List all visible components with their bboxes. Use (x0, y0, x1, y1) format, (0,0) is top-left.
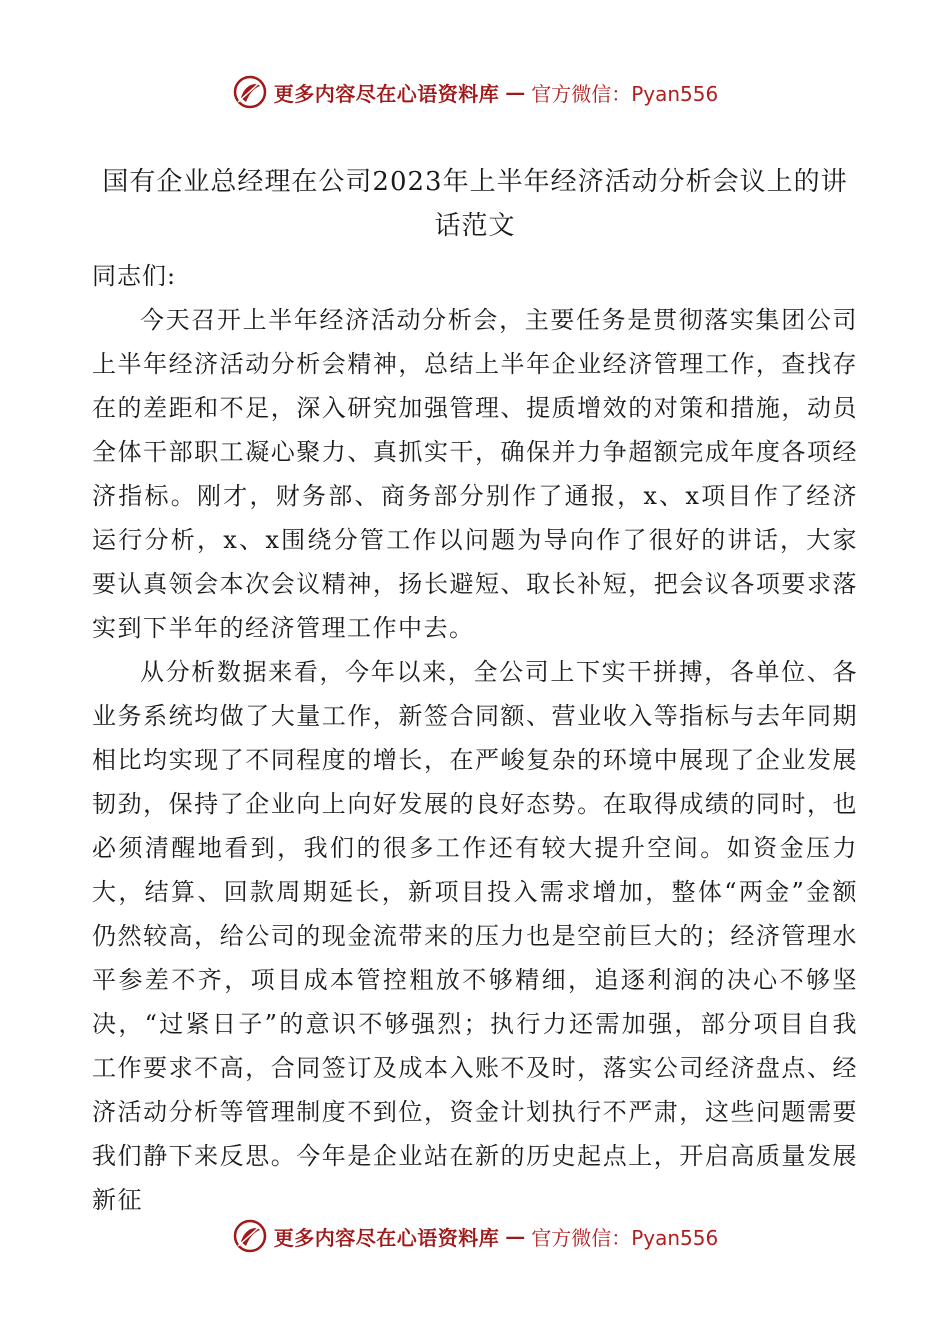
document-body (92, 298, 858, 1222)
paragraph: 从分析数据来看，今年以来，全公司上下实干拼搏，各单位、各业务系统均做了大量工作，新签合同额、营业收入等指标与去年同期相比均实现了不同程度的增长，在严峻复杂的环境中展现了企业发展韧劲，保持了企业向上向好发展的良好态势。在取得成绩的同时，也必须清醒地看到，我们的很多工作还有较大提升空间。如资金压力大，结算、回款周期延长，新项目投入需求增加，整体“两金”金额仍然较高，给公司的现金流带来的压力也是空前巨大的；经济管理水平参差不齐，项目成本管控粗放不够精细，追逐利润的决心不够坚决，“过紧日子”的意识不够强烈；执行力还需加强，部分项目自我工作要求不高，合同签订及成本入账不及时，落实公司经济盘点、经济活动分析等管理制度不到位，资金计划执行不严肃，这些问题需要我们静下来反思。今年是企业站在新的历史起点上，开启高质量发展新征 (92, 658, 858, 1214)
watermark-text: 更多内容尽在心语资料库 (273, 81, 500, 106)
watermark-separator: — (505, 80, 526, 104)
watermark-text: 更多内容尽在心语资料库 (273, 1225, 500, 1250)
watermark-separator: — (505, 1224, 526, 1248)
paragraph: 今天召开上半年经济活动分析会，主要任务是贯彻落实集团公司上半年经济活动分析会精神，总结上半年企业经济管理工作，查找存在的差距和不足，深入研究加强管理、提质增效的对策和措施，动员全体干部职工凝心聚力、真抓实干，确保并力争超额完成年度各项经济指标。刚才，财务部、商务部分别作了通报，x、x项目作了经济运行分析，x、x围绕分管工作以问题为导向作了很好的讲话，大家要认真领会本次会议精神，扬长避短、取长补短，把会议各项要求落实到下半年的经济管理工作中去。 (92, 306, 858, 642)
watermark-contact: 官方微信：Pyan556 (531, 81, 719, 106)
footer-watermark (0, 1216, 950, 1256)
header-watermark (0, 72, 950, 112)
greeting: 同志们: (92, 262, 177, 290)
logo-icon (232, 74, 268, 110)
logo-icon (232, 1218, 268, 1254)
watermark-contact: 官方微信：Pyan556 (531, 1225, 719, 1250)
document-title: 国有企业总经理在公司2023年上半年经济活动分析会议上的讲话范文 (102, 167, 848, 241)
